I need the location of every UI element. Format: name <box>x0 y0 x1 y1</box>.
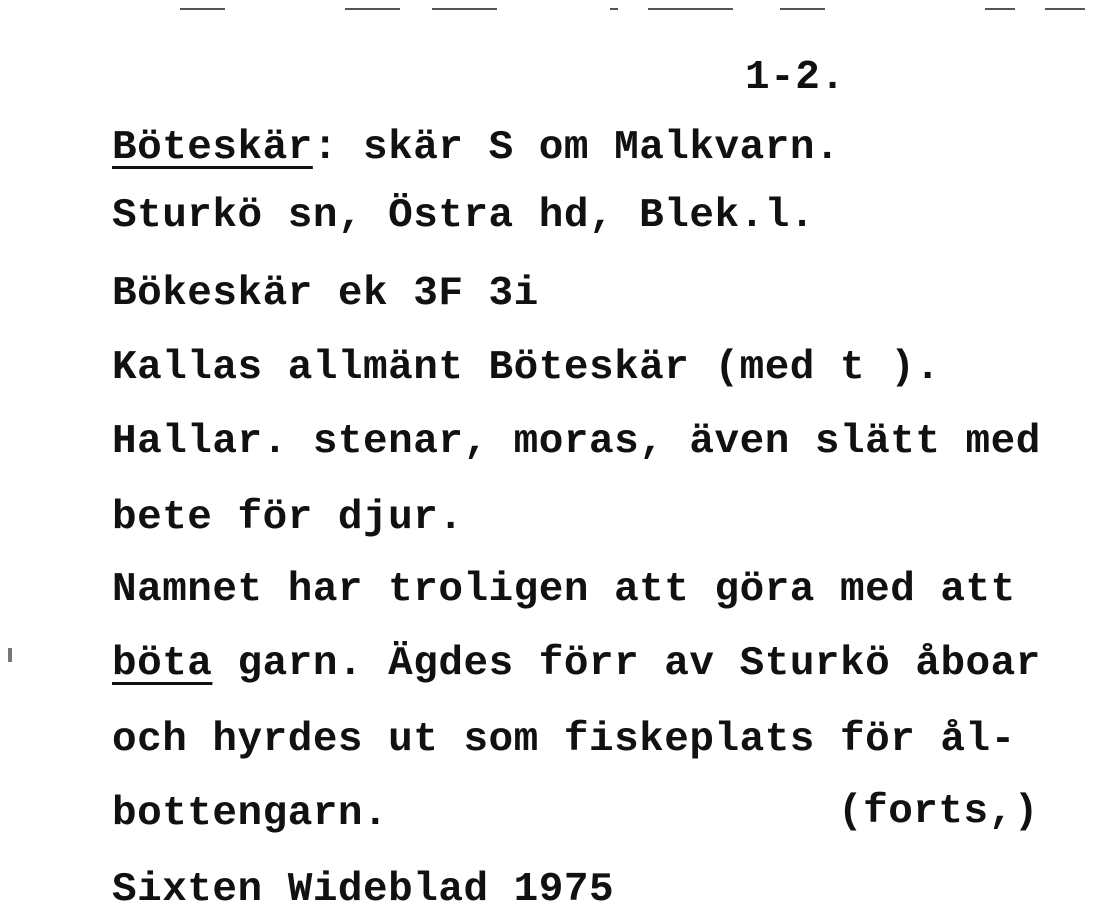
name-explanation-line-1: Namnet har troligen att göra med att <box>112 567 1016 613</box>
signature: Sixten Wideblad 1975 <box>112 867 615 913</box>
headword-description: : skär S om Malkvarn. <box>312 125 841 171</box>
headword: Böteskär <box>112 125 313 171</box>
top-edge-marks <box>0 0 1098 12</box>
headword-line <box>112 124 840 172</box>
continued-marker: (forts,) <box>838 789 1039 835</box>
called-line: Kallas allmänt Böteskär (med t ). <box>112 345 941 391</box>
terrain-line-1: Hallar. stenar, moras, även slätt med <box>112 419 1041 465</box>
margin-mark <box>8 648 12 662</box>
map-reference-line: Bökeskär ek 3F 3i <box>112 271 539 317</box>
underlined-word: böta <box>112 641 213 687</box>
name-explanation-line-2-rest: garn. Ägdes förr av Sturkö åboar <box>212 641 1041 687</box>
location-line: Sturkö sn, Östra hd, Blek.l. <box>112 193 815 239</box>
name-explanation-line-2 <box>112 640 1041 688</box>
name-explanation-line-4: bottengarn. <box>112 791 389 837</box>
card-number: 1-2. <box>745 55 846 101</box>
name-explanation-line-3: och hyrdes ut som fiskeplats för ål- <box>112 717 1016 763</box>
terrain-line-2: bete för djur. <box>112 495 464 541</box>
